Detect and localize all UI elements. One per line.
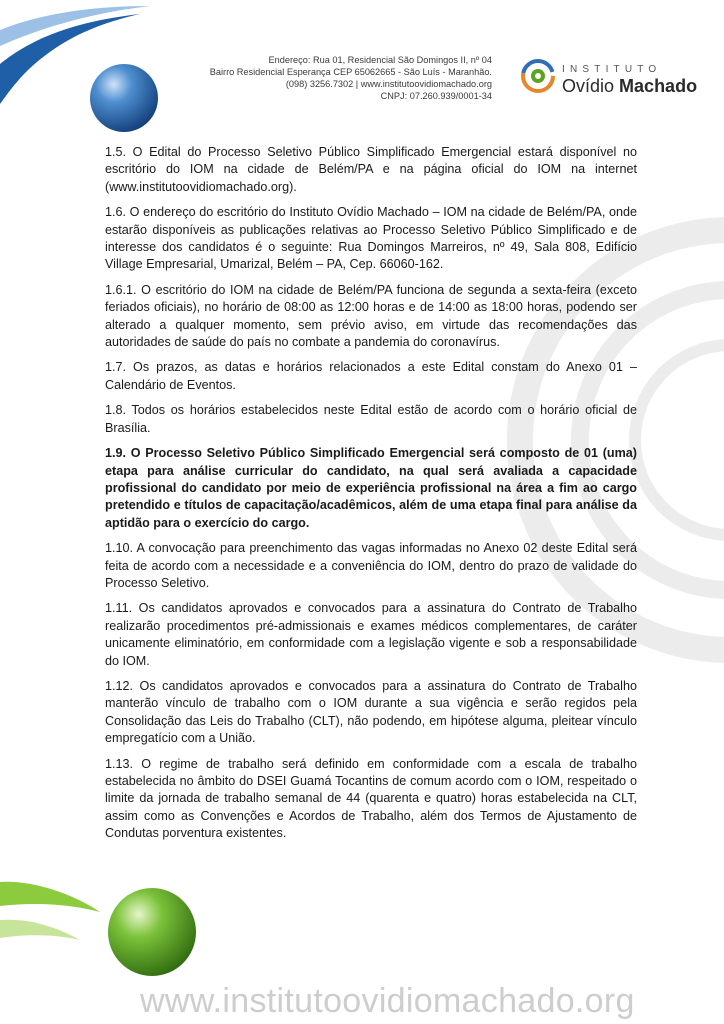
paragraph-1-6-1: 1.6.1. O escritório do IOM na cidade de Belém/PA funciona de segunda a sexta-feira (exceto feriados oficiais), no horário de 08:00 as 12:00 horas e de 14:00 as 18:00 horas, podendo ser alterado a qualquer momento, sem prévio aviso, em virtude das recomendações das autoridades de saúde do país no combate a pandemia do coronavírus. [105,282,637,350]
blue-sphere [90,64,158,132]
document-body [105,144,637,851]
address-line: CNPJ: 07.260.939/0001-34 [380,91,492,101]
logo-text-small: INSTITUTO [562,64,662,75]
logo-emblem-icon [518,56,562,96]
logo-name-bold: Machado [619,76,698,96]
footer-url: www.institutoovidiomachado.org [140,982,635,1020]
address-line: (098) 3256.7302 | www.institutoovidiomachado.org [285,79,492,89]
logo-name-regular: Ovídio [562,76,615,96]
header-address [210,54,492,102]
paragraph-1-5: 1.5. O Edital do Processo Seletivo Público Simplificado Emergencial estará disponível no escritório do IOM na cidade de Belém/PA e na página oficial do IOM na internet (www.institutoovidiomachado.org). [105,145,637,194]
paragraph-1-9: 1.9. O Processo Seletivo Público Simplificado Emergencial será composto de 01 (uma) etapa para análise curricular do candidato, na qual será avaliada a capacidade profissional do candidato por meio de experiência profissional na área a fim ao cargo pretendido e títulos de capacitação/acadêmicos, além de uma etapa final para análise da aptidão para o exercício do cargo. [105,446,637,530]
green-swoosh [0,882,100,912]
paragraph-1-11: 1.11. Os candidatos aprovados e convocados para a assinatura do Contrato de Trabalho realizarão procedimentos pré-admissionais e exames médicos complementares, de caráter unicamente eliminatório, em conformidade com a legislação vigente e sob a responsabilidade do IOM. [105,601,637,668]
address-line: Endereço: Rua 01, Residencial São Domingos II, nº 04 [268,55,492,65]
paragraph-1-13: 1.13. O regime de trabalho será definido em conformidade com a escala de trabalho estabelecida no âmbito do DSEI Guamá Tocantins de comum acordo com o IOM, respeitado o limite da jornada de trabalho semanal de 44 (quarenta e quatro) horas estabelecida na CLT, assim como as Convenções e Acordos de Trabalho, além dos Termos de Ajustamento de Condutas porventura existentes. [105,756,637,841]
paragraph-1-7: 1.7. Os prazos, as datas e horários relacionados a este Edital constam do Anexo 01 – Calendário de Eventos. [105,360,637,392]
logo-text-name [562,76,697,97]
address-line: Bairro Residencial Esperança CEP 65062665 - São Luís - Maranhão. [209,67,492,77]
paragraph-1-8: 1.8. Todos os horários estabelecidos neste Edital estão de acordo com o horário oficial de Brasília. [105,403,637,435]
green-sphere [108,888,196,976]
paragraph-1-10: 1.10. A convocação para preenchimento das vagas informadas no Anexo 02 deste Edital será feita de acordo com a necessidade e a conveniência do IOM, dentro do prazo de validade do Processo Seletivo. [105,541,637,590]
paragraph-1-12: 1.12. Os candidatos aprovados e convocados para a assinatura do Contrato de Trabalho manterão vínculo de trabalho com o IOM durante a sua vigência e serão regidos pela Consolidação das Leis do Trabalho (CLT), não podendo, em hipótese alguma, pleitear vínculo empregatício com a União. [105,678,637,746]
paragraph-1-6: 1.6. O endereço do escritório do Instituto Ovídio Machado – IOM na cidade de Belém/PA, onde estarão disponíveis as publicações relativas ao Processo Seletivo Público Simplificado e de interesse dos candidatos é o seguinte: Rua Domingos Marreiros, nº 49, Sala 808, Edifício Village Empresarial, Umarizal, Belém – PA, Cep. 66060-162. [105,205,637,272]
